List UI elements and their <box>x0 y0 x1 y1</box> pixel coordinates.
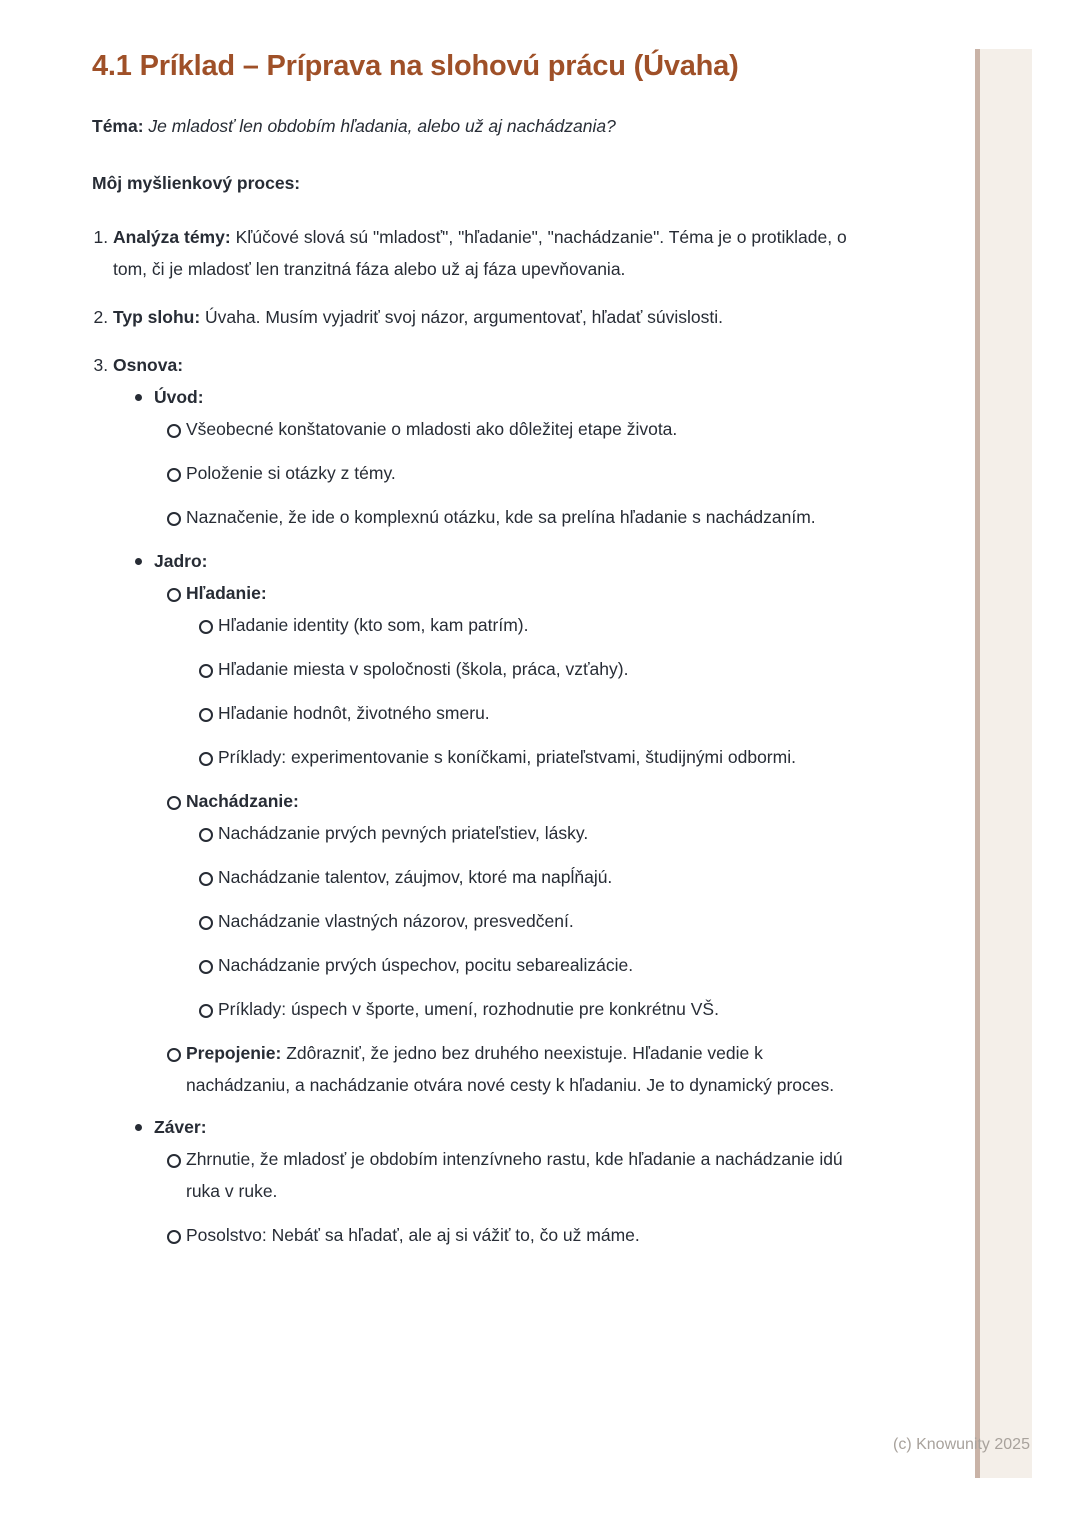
jadro-sublist <box>154 577 854 1101</box>
document-content <box>92 0 854 1267</box>
analyza-lead: Analýza témy: <box>113 227 231 247</box>
page-title: 4.1 Príklad – Príprava na slohovú prácu (Úvaha) <box>92 50 739 82</box>
uvod-points <box>154 413 854 533</box>
list-item: Všeobecné konštatovanie o mladosti ako dôležitej etape života. <box>186 413 854 445</box>
hladanie-points <box>186 609 854 773</box>
section-prepojenie <box>186 1037 854 1101</box>
nachadzanie-label: Nachádzanie: <box>186 791 299 811</box>
nachadzanie-points <box>186 817 854 1025</box>
topic-line <box>92 110 854 142</box>
section-hladanie <box>186 577 854 773</box>
section-nachadzanie <box>186 785 854 1025</box>
list-item-osnova <box>113 349 854 1251</box>
typ-slohu-text: Úvaha. Musím vyjadriť svoj názor, argumentovať, hľadať súvislosti. <box>205 307 723 327</box>
zaver-label: Záver: <box>154 1117 207 1137</box>
section-zaver <box>154 1111 854 1251</box>
thought-process-list <box>92 221 854 1251</box>
list-item: Hľadanie identity (kto som, kam patrím). <box>218 609 854 641</box>
list-item: Naznačenie, že ide o komplexnú otázku, kde sa prelína hľadanie s nachádzaním. <box>186 501 854 533</box>
right-accent-panel <box>980 49 1032 1478</box>
list-item: Nachádzanie vlastných názorov, presvedčení. <box>218 905 854 937</box>
analyza-text: Kľúčové slová sú "mladosť", "hľadanie", "nachádzanie". Téma je o protiklade, o tom, či je mladosť len tranzitná fáza alebo už aj fáza upevňovania. <box>113 227 847 279</box>
list-item-typ-slohu <box>113 301 854 333</box>
section-jadro <box>154 545 854 1101</box>
zaver-points <box>154 1143 854 1251</box>
hladanie-label: Hľadanie: <box>186 583 267 603</box>
topic-label: Téma: <box>92 116 144 136</box>
typ-slohu-lead: Typ slohu: <box>113 307 201 327</box>
prepojenie-text: Zdôrazniť, že jedno bez druhého neexistuje. Hľadanie vedie k nachádzaniu, a nachádzanie otvára nové cesty k hľadaniu. Je to dynamický proces. <box>186 1043 835 1095</box>
list-item: Posolstvo: Nebáť sa hľadať, ale aj si vážiť to, čo už máme. <box>186 1219 854 1251</box>
osnova-lead: Osnova: <box>113 355 184 375</box>
list-item: Príklady: úspech v športe, umení, rozhodnutie pre konkrétnu VŠ. <box>218 993 854 1025</box>
list-item: Položenie si otázky z témy. <box>186 457 854 489</box>
list-item: Nachádzanie prvých úspechov, pocitu sebarealizácie. <box>218 949 854 981</box>
process-heading: Môj myšlienkový proces: <box>92 173 301 193</box>
uvod-label: Úvod: <box>154 387 204 407</box>
list-item: Nachádzanie prvých pevných priateľstiev, lásky. <box>218 817 854 849</box>
list-item: Hľadanie hodnôt, životného smeru. <box>218 697 854 729</box>
list-item: Hľadanie miesta v spoločnosti (škola, práca, vzťahy). <box>218 653 854 685</box>
osnova-sublist <box>113 381 854 1251</box>
topic-text: Je mladosť len obdobím hľadania, alebo už aj nachádzania? <box>148 116 616 136</box>
list-item-analyza <box>113 221 854 285</box>
copyright-watermark: (c) Knowunity 2025 <box>893 1436 1030 1453</box>
list-item: Nachádzanie talentov, záujmov, ktoré ma napĺňajú. <box>218 861 854 893</box>
list-item: Príklady: experimentovanie s koníčkami, priateľstvami, študijnými odbormi. <box>218 741 854 773</box>
jadro-label: Jadro: <box>154 551 208 571</box>
list-item: Zhrnutie, že mladosť je obdobím intenzívneho rastu, kde hľadanie a nachádzanie idú ruka v ruke. <box>186 1143 854 1207</box>
prepojenie-lead: Prepojenie: <box>186 1043 282 1063</box>
section-uvod <box>154 381 854 533</box>
